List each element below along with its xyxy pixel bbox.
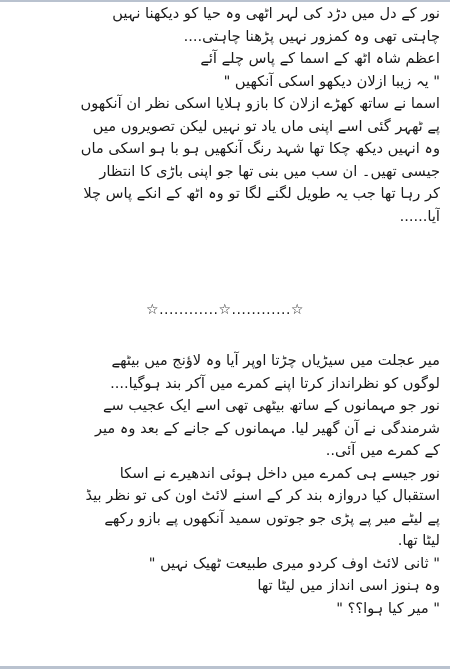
text-line: اعظم شاہ اٹھ کے اسما کے پاس چلے آئے xyxy=(200,50,440,67)
text-line: پے لیٹے میر پے پڑی جو جوتوں سمید آنکھوں پے بازو رکھے xyxy=(104,509,440,527)
text-line: اسما نے ساتھ کھڑے ازلان کا بازو ہلایا اسکی نظر ان آنکھوں xyxy=(80,95,440,112)
text-line: کے کمرے میں آئی.. xyxy=(325,442,440,459)
scene-separator: ☆............☆............☆ xyxy=(146,302,304,318)
text-line: شرمندگی نے آن گھیر لیا. مہمانوں کے جانے کے بعد وہ میر xyxy=(94,419,440,437)
text-line: لیٹا تھا. xyxy=(397,532,440,549)
paragraph-1 xyxy=(10,3,440,228)
text-line: نور جیسے ہی کمرے میں داخل ہوئی اندھیرے نے اسکا xyxy=(119,464,440,482)
text-line: آیا...... xyxy=(399,207,440,225)
text-line: استقبال کیا دروازہ بند کر کے اسنے لائٹ اون کی تو نظر بیڈ xyxy=(85,487,440,504)
paragraph-2 xyxy=(10,350,440,620)
text-line: نور جو مہمانوں کے ساتھ بیٹھی تھی اسے ایک عجیب سے xyxy=(103,397,440,414)
text-line: پے ٹھہر گئی اسے اپنی ماں یاد تو نہیں لیکن تصویروں میں xyxy=(92,117,440,135)
text-line: لوگوں کو نظرانداز کرتا اپنے کمرے میں آکر بند ہوگیا.... xyxy=(110,374,440,392)
text-line: کر رہا تھا جب یہ طویل لگنے لگا تو وہ اٹھ کے انکے پاس چلا xyxy=(83,185,440,202)
top-divider xyxy=(0,0,450,2)
text-line: چاہتی تھی وہ کمزور نہیں پڑھنا چاہتی.... xyxy=(183,27,440,45)
text-line: وہ انہیں دیکھ چکا تھا شہد رنگ آنکھیں ہو با ہو اسکی ماں xyxy=(80,140,440,157)
text-line: " یہ زیبا ازلان دیکھو اسکی آنکھیں " xyxy=(223,72,440,90)
text-line: میر عجلت میں سیڑیاں چڑتا اوپر آیا وہ لاؤنج میں بیٹھے xyxy=(111,352,440,369)
text-line: " ثانی لائٹ اوف کردو میری طبیعت ٹھیک نہیں " xyxy=(148,554,440,572)
text-line: جیسی تھیں۔ ان سب میں بنی تھا جو اپنی باڑی کا انتظار xyxy=(99,162,440,180)
text-line: وہ ہنوز اسی انداز میں لیٹا تھا xyxy=(257,577,440,594)
text-line: " میر کیا ہوا؟؟ " xyxy=(336,599,440,617)
text-line: نور کے دل میں دڑد کی لہر اٹھی وہ حیا کو دیکھنا نہیں xyxy=(112,5,440,22)
